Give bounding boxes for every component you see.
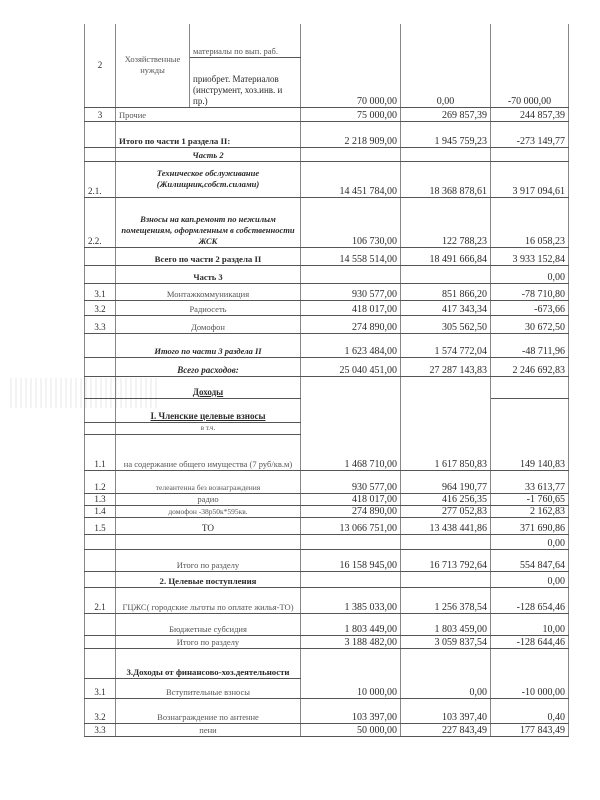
table-row xyxy=(85,422,569,434)
row-index: 3.3 xyxy=(85,723,116,736)
diff-value: -78 710,80 xyxy=(491,283,569,300)
budget-table xyxy=(84,24,569,737)
diff-value: -10 000,00 xyxy=(491,678,569,698)
table-row xyxy=(85,571,569,587)
row-name: Вознаграждение по антенне xyxy=(116,698,301,723)
table-row xyxy=(85,434,569,470)
row-name: Итого по части 1 раздела II: xyxy=(116,121,301,147)
diff-value: 149 140,83 xyxy=(491,434,569,470)
plan-value xyxy=(301,147,401,161)
section-heading: I. Членские целевые взносы xyxy=(116,398,301,422)
row-index: 3.1 xyxy=(85,678,116,698)
row-index: 1.2 xyxy=(85,470,116,493)
row-index xyxy=(85,376,116,398)
fact-value: 416 256,35 xyxy=(401,493,491,505)
row-index: 3.1 xyxy=(85,283,116,300)
row-index xyxy=(85,147,116,161)
section-heading: Доходы xyxy=(116,376,301,398)
row-name: Вступительные взносы xyxy=(116,678,301,698)
table-row xyxy=(85,24,569,57)
row-index: 2 xyxy=(85,24,116,107)
row-name: Домофон xyxy=(116,315,301,333)
row-index xyxy=(85,648,116,678)
plan-value xyxy=(301,422,401,434)
plan-value xyxy=(301,24,401,57)
diff-value: 3 917 094,61 xyxy=(491,161,569,197)
table-row xyxy=(85,147,569,161)
table-row xyxy=(85,333,569,357)
fact-value xyxy=(401,24,491,57)
row-index xyxy=(85,422,116,434)
plan-value: 103 397,00 xyxy=(301,698,401,723)
fact-value xyxy=(401,648,491,678)
diff-value: 177 843,49 xyxy=(491,723,569,736)
table-row xyxy=(85,300,569,315)
row-index xyxy=(85,265,116,283)
diff-value xyxy=(491,398,569,422)
fact-value xyxy=(401,534,491,549)
plan-value: 13 066 751,00 xyxy=(301,517,401,534)
diff-value: 2 246 692,83 xyxy=(491,357,569,376)
table-row xyxy=(85,517,569,534)
row-index: 2.1. xyxy=(85,161,116,197)
plan-value: 1 468 710,00 xyxy=(301,434,401,470)
row-index: 3 xyxy=(85,107,116,121)
row-subname: приобрет. Материалов (инструмент, хоз.инв. и пр.) xyxy=(190,57,301,107)
row-index: 2.1 xyxy=(85,587,116,613)
fact-value: 1 617 850,83 xyxy=(401,434,491,470)
row-index: 1.5 xyxy=(85,517,116,534)
plan-value xyxy=(301,265,401,283)
row-name: Техническое обслуживание (Жилищник,собст.силами) xyxy=(116,161,301,197)
row-name: Итого по части 3 раздела II xyxy=(116,333,301,357)
plan-value: 10 000,00 xyxy=(301,678,401,698)
plan-value: 930 577,00 xyxy=(301,470,401,493)
row-name: Хозяйственные нужды xyxy=(116,24,190,107)
row-name: на содержание общего имущества (7 руб/кв.м) xyxy=(116,434,301,470)
fact-value: 13 438 441,86 xyxy=(401,517,491,534)
row-index xyxy=(85,247,116,265)
fact-value: 18 368 878,61 xyxy=(401,161,491,197)
diff-value: 244 857,39 xyxy=(491,107,569,121)
section-heading: Часть 2 xyxy=(116,147,301,161)
plan-value: 14 558 514,00 xyxy=(301,247,401,265)
plan-value: 1 385 033,00 xyxy=(301,587,401,613)
section-heading: Часть 3 xyxy=(116,265,301,283)
plan-value xyxy=(301,376,401,398)
fact-value: 103 397,40 xyxy=(401,698,491,723)
row-index xyxy=(85,613,116,635)
diff-value: 33 613,77 xyxy=(491,470,569,493)
row-name: Всего по части 2 раздела II xyxy=(116,247,301,265)
table-row xyxy=(85,121,569,147)
plan-value: 418 017,00 xyxy=(301,493,401,505)
row-index xyxy=(85,121,116,147)
row-name: радио xyxy=(116,493,301,505)
row-name: Взносы на кап.ремонт по нежилым помещениям, оформленным в собственности ЖСК xyxy=(116,197,301,247)
fact-value: 964 190,77 xyxy=(401,470,491,493)
table-row xyxy=(85,376,569,398)
diff-value: -673,66 xyxy=(491,300,569,315)
diff-value xyxy=(491,24,569,57)
row-name: телеантенна без вознаграждения xyxy=(116,470,301,493)
table-row xyxy=(85,107,569,121)
plan-value xyxy=(301,571,401,587)
fact-value xyxy=(401,376,491,398)
table-row xyxy=(85,315,569,333)
row-name: домофон -38р50к*595кв. xyxy=(116,505,301,517)
table-row xyxy=(85,534,569,549)
plan-value: 930 577,00 xyxy=(301,283,401,300)
plan-value: 16 158 945,00 xyxy=(301,549,401,571)
fact-value: 27 287 143,83 xyxy=(401,357,491,376)
row-index: 3.3 xyxy=(85,315,116,333)
fact-value: 0,00 xyxy=(401,678,491,698)
diff-value xyxy=(491,648,569,678)
fact-value: 277 052,83 xyxy=(401,505,491,517)
row-name: Итого по разделу xyxy=(116,635,301,648)
row-name: Бюджетные субсидия xyxy=(116,613,301,635)
row-name: ГЦЖС( городские льготы по оплате жилья-ТО) xyxy=(116,587,301,613)
fact-value: 417 343,34 xyxy=(401,300,491,315)
row-index: 1.4 xyxy=(85,505,116,517)
diff-value: -70 000,00 xyxy=(491,57,569,107)
fact-value: 122 788,23 xyxy=(401,197,491,247)
diff-value: -128 654,46 xyxy=(491,587,569,613)
row-index: 3.2 xyxy=(85,698,116,723)
row-index: 1.3 xyxy=(85,493,116,505)
diff-value: 2 162,83 xyxy=(491,505,569,517)
diff-value: 0,00 xyxy=(491,571,569,587)
plan-value: 70 000,00 xyxy=(301,57,401,107)
diff-value: 0,40 xyxy=(491,698,569,723)
row-index xyxy=(85,534,116,549)
fact-value: 1 256 378,54 xyxy=(401,587,491,613)
row-name: Монтажкоммуникация xyxy=(116,283,301,300)
table-row xyxy=(85,613,569,635)
plan-value: 50 000,00 xyxy=(301,723,401,736)
table-row xyxy=(85,678,569,698)
plan-value: 25 040 451,00 xyxy=(301,357,401,376)
fact-value xyxy=(401,571,491,587)
row-name: Радиосеть xyxy=(116,300,301,315)
plan-value: 418 017,00 xyxy=(301,300,401,315)
table-row xyxy=(85,197,569,247)
fact-value xyxy=(401,265,491,283)
row-name: пени xyxy=(116,723,301,736)
table-row xyxy=(85,265,569,283)
row-index: 1.1 xyxy=(85,434,116,470)
fact-value xyxy=(401,398,491,422)
table-row xyxy=(85,723,569,736)
table-row xyxy=(85,505,569,517)
fact-value: 1 803 459,00 xyxy=(401,613,491,635)
row-index: 2.2. xyxy=(85,197,116,247)
diff-value: 16 058,23 xyxy=(491,197,569,247)
row-index xyxy=(85,333,116,357)
table-row xyxy=(85,161,569,197)
plan-value: 274 890,00 xyxy=(301,315,401,333)
diff-value: 0,00 xyxy=(491,265,569,283)
row-index xyxy=(85,357,116,376)
diff-value: -1 760,65 xyxy=(491,493,569,505)
fact-value: 0,00 xyxy=(401,57,491,107)
fact-value: 1 945 759,23 xyxy=(401,121,491,147)
table-row xyxy=(85,648,569,678)
plan-value: 2 218 909,00 xyxy=(301,121,401,147)
table-row xyxy=(85,357,569,376)
fact-value xyxy=(401,422,491,434)
row-index xyxy=(85,398,116,422)
diff-value: 554 847,64 xyxy=(491,549,569,571)
plan-value xyxy=(301,648,401,678)
fact-value: 1 574 772,04 xyxy=(401,333,491,357)
section-heading: 2. Целевые поступления xyxy=(116,571,301,587)
table-row xyxy=(85,398,569,422)
diff-value: 0,00 xyxy=(491,534,569,549)
diff-value: 10,00 xyxy=(491,613,569,635)
plan-value: 106 730,00 xyxy=(301,197,401,247)
table-row xyxy=(85,587,569,613)
row-index: 3.2 xyxy=(85,300,116,315)
row-name: ТО xyxy=(116,517,301,534)
table-row xyxy=(85,247,569,265)
table-row xyxy=(85,283,569,300)
diff-value: 3 933 152,84 xyxy=(491,247,569,265)
diff-value: 371 690,86 xyxy=(491,517,569,534)
diff-value xyxy=(491,422,569,434)
row-name xyxy=(116,534,301,549)
table-row xyxy=(85,635,569,648)
row-index xyxy=(85,635,116,648)
fact-value: 18 491 666,84 xyxy=(401,247,491,265)
table-row xyxy=(85,493,569,505)
plan-value: 1 623 484,00 xyxy=(301,333,401,357)
row-subname: материалы по вып. раб. xyxy=(190,24,301,57)
fact-value: 269 857,39 xyxy=(401,107,491,121)
fact-value: 227 843,49 xyxy=(401,723,491,736)
section-heading: 3.Доходы от финансово-хоз.деятельности xyxy=(116,648,301,678)
row-name: Прочие xyxy=(116,107,301,121)
fact-value: 851 866,20 xyxy=(401,283,491,300)
plan-value: 75 000,00 xyxy=(301,107,401,121)
row-name: Всего расходов: xyxy=(116,357,301,376)
plan-value: 274 890,00 xyxy=(301,505,401,517)
fact-value: 3 059 837,54 xyxy=(401,635,491,648)
fact-value: 16 713 792,64 xyxy=(401,549,491,571)
plan-value: 14 451 784,00 xyxy=(301,161,401,197)
table-row xyxy=(85,549,569,571)
plan-value xyxy=(301,398,401,422)
diff-value: -128 644,46 xyxy=(491,635,569,648)
row-name: Итого по разделу xyxy=(116,549,301,571)
plan-value xyxy=(301,534,401,549)
diff-value: -48 711,96 xyxy=(491,333,569,357)
table-row xyxy=(85,698,569,723)
diff-value: -273 149,77 xyxy=(491,121,569,147)
row-index xyxy=(85,549,116,571)
diff-value xyxy=(491,147,569,161)
row-index xyxy=(85,571,116,587)
fact-value: 305 562,50 xyxy=(401,315,491,333)
diff-value xyxy=(491,376,569,398)
plan-value: 1 803 449,00 xyxy=(301,613,401,635)
diff-value: 30 672,50 xyxy=(491,315,569,333)
fact-value xyxy=(401,147,491,161)
row-name: в т.ч. xyxy=(116,422,301,434)
table-row xyxy=(85,470,569,493)
plan-value: 3 188 482,00 xyxy=(301,635,401,648)
